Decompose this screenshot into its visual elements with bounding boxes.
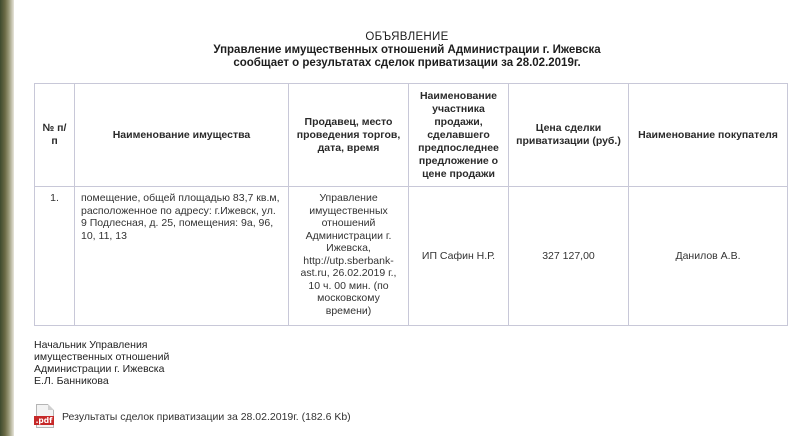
announcement-heading — [14, 31, 800, 70]
cell-seller: Управление имущественных отношений Администрации г. Ижевска, http://utp.sberbank-ast.ru, 26.02.2019 г., 10 ч. 00 мин. (по московскому времени) — [289, 187, 409, 326]
cell-buyer: Данилов А.В. — [629, 187, 788, 326]
table-header-row — [35, 84, 788, 187]
table-row — [35, 187, 788, 326]
column-header-property: Наименование имущества — [75, 84, 289, 187]
signature-position-line2: имущественных отношений — [34, 351, 170, 363]
signature-position-line3: Администрации г. Ижевска — [34, 363, 165, 375]
cell-property: помещение, общей площадью 83,7 кв.м, расположенное по адресу: г.Ижевск, ул. 9 Подлесная, д. 25, помещения: 9а, 96, 10, 11, 13 — [75, 187, 289, 326]
announcement-issuer: Управление имущественных отношений Администрации г. Ижевска — [213, 44, 601, 56]
column-header-seller: Продавец, место проведения торгов, дата, время — [289, 84, 409, 187]
signature-position-line1: Начальник Управления — [34, 339, 148, 351]
attachment-download-link[interactable]: Результаты сделок приватизации за 28.02.2019г. (182.6 Kb) — [62, 411, 351, 423]
signature-name: Е.Л. Банникова — [34, 375, 109, 387]
cell-price: 327 127,00 — [509, 187, 629, 326]
column-header-price: Цена сделки приватизации (руб.) — [509, 84, 629, 187]
column-header-buyer: Наименование покупателя — [629, 84, 788, 187]
column-header-number: № п/п — [35, 84, 75, 187]
cell-participant: ИП Сафин Н.Р. — [409, 187, 509, 326]
signature-block — [34, 339, 169, 387]
column-header-participant: Наименование участника продажи, сделавшего предпоследнее предложение о цене продажи — [409, 84, 509, 187]
cell-number: 1. — [35, 187, 75, 326]
pdf-icon-label: .pdf — [35, 416, 53, 425]
page — [14, 0, 800, 436]
announcement-title: ОБЪЯВЛЕНИЕ — [365, 31, 449, 43]
pdf-file-icon[interactable] — [34, 404, 56, 430]
attachment-row[interactable] — [34, 404, 351, 430]
background-left-edge — [0, 0, 14, 436]
announcement-subject: сообщает о результатах сделок приватизации за 28.02.2019г. — [233, 57, 581, 69]
results-table — [34, 83, 788, 326]
